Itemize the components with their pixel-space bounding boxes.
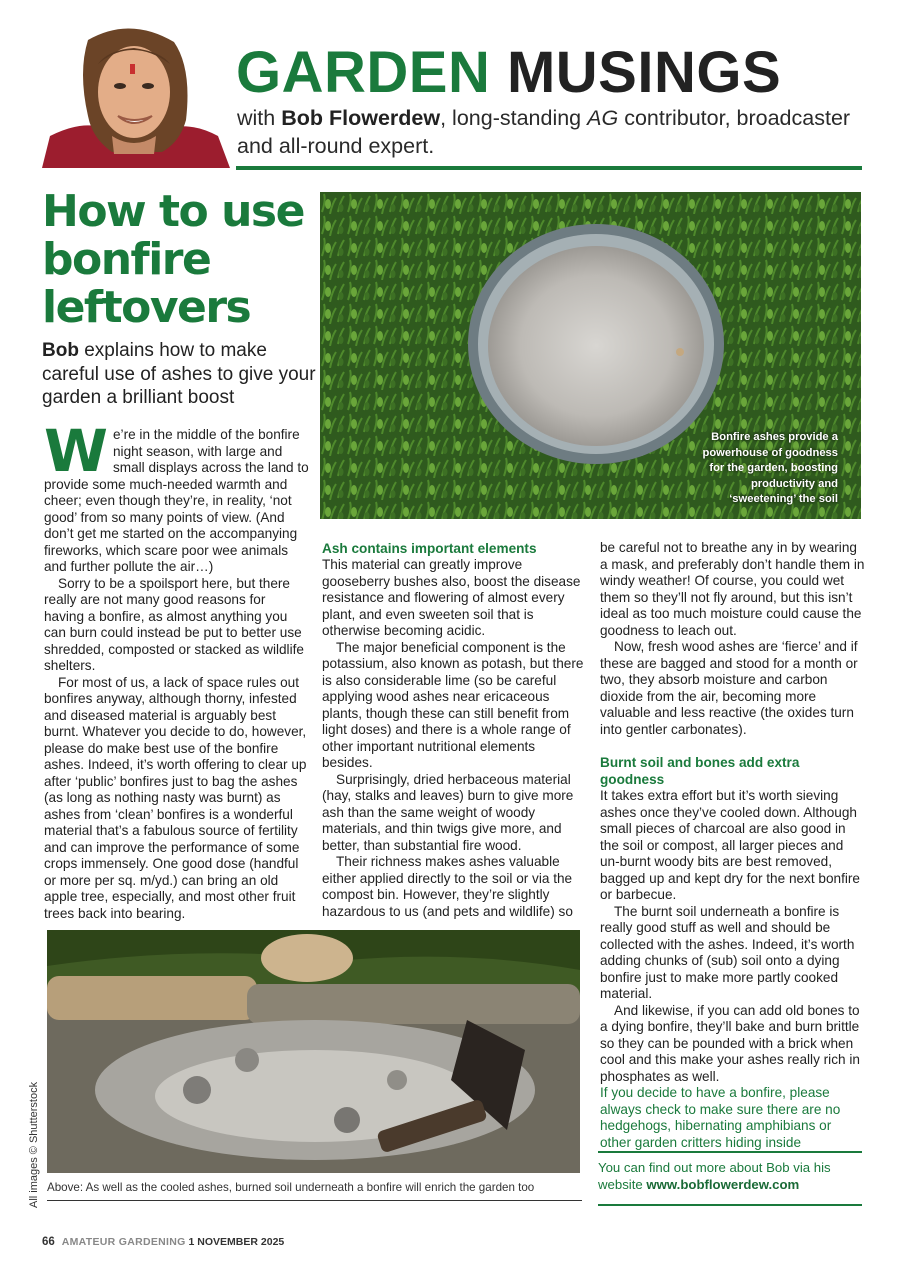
paragraph: And likewise, if you can add old bones to a dying bonfire, they’ll bake and burn brittle so they can be pounded with a brick when cool and this make your ashes really rich in phosphates as well. (600, 1002, 860, 1084)
paragraph: be careful not to breathe any in by wearing a mask, and preferably don’t handle them in windy weather! Of course, you could wet them so they’ll not fly around, but this isn’t ideal as too much moisture could cause the goodness to leach out. (600, 540, 865, 638)
standfirst (42, 339, 317, 410)
article-column-3 (600, 540, 866, 1151)
sidebar-rule (598, 1151, 862, 1153)
paragraph: e’re in the middle of the bonfire night season, with large and small displays across the land to provide some much-needed warmth and cheer; even though they’re, in reality, ‘not good’ from so many points of view. (And don’t get me started on the accompanying fireworks, which scare poor wee animals and further pollute the air…) (44, 427, 309, 574)
headline-line: How to use (42, 186, 304, 237)
paragraph: The major beneficial component is the potassium, also known as potash, but there is also considerable lime (so be careful applying wood ashes near ericaceous plants, though these can still benefit from light doses) and there is a whole range of other important nutritional elements besides. (322, 639, 584, 770)
paragraph: For most of us, a lack of space rules out bonfires anyway, although thorny, infested and diseased material is arguably best burnt. Whatever you decide to do, however, please do make best use of the bonfire ashes. Indeed, it’s worth offering to clear up after ‘public’ bonfires just to bag the ashes (as long as nothing nasty was burnt) as ashes from ‘clean’ bonfires is a wonderful material that’s a fabulous source of fertility and can improve the performance of some crops immensely. One good dose (handful or more per sq. m/yd.) can bring an old apple tree, especially, and most other fruit trees back into bearing. (44, 674, 307, 921)
standfirst-name: Bob (42, 340, 79, 361)
subheading: Burnt soil and bones add extra goodness (600, 755, 800, 787)
article-column-1 (44, 417, 309, 922)
headline-line: leftovers (42, 282, 251, 333)
tip-paragraph: If you decide to have a bonfire, please always check to make sure there are no hedgehogs, hibernating amphibians or other garden critters hiding inside (600, 1085, 841, 1150)
paragraph: Sorry to be a spoilsport here, but there really are not many good reasons for having a bonfire, as almost anything you can burn could instead be put to better use shredded, composted or stacked as wildlife shelters. (44, 575, 304, 673)
paragraph: This material can greatly improve gooseberry bushes also, boost the disease resistance and flowering of almost every plant, and even sweeten soil that is otherwise becoming acidic. (322, 557, 581, 638)
page-number: 66 (42, 1236, 55, 1248)
author-info (598, 1160, 866, 1193)
photo-caption: Bonfire ashes provide a powerhouse of goodness for the garden, boosting productivity and ‘sweetening’ the soil (702, 431, 838, 505)
subheading: Ash contains important elements (322, 541, 537, 556)
paragraph: It takes extra effort but it’s worth sieving ashes once they’ve cooled down. Although small pieces of charcoal are also good in the soil or compost, all larger pieces and un-burnt woody bits are best removed, bagged up and kept dry for the next bonfire or barbecue. (600, 788, 860, 902)
byline (237, 104, 877, 160)
image-credit: All images © Shutterstock (28, 1081, 40, 1208)
bonfire-ashes-photo (47, 930, 580, 1173)
magazine-name: AMATEUR GARDENING (61, 1236, 186, 1248)
caption-rule (47, 1200, 582, 1201)
author-portrait (42, 24, 230, 168)
paragraph: The burnt soil underneath a bonfire is really good stuff as well and should be collected with the ashes. Indeed, it’s worth adding chunks of (sub) soil onto a dying bonfire just to make more partly cooked material. (600, 903, 855, 1001)
byline-prefix: with (237, 106, 276, 130)
paragraph: Now, fresh wood ashes are ‘fierce’ and if these are bagged and stood for a month or two, they absorb moisture and carbon dioxide from the air, becoming more valuable and less reactive (the oxides turn into gentler carbonates). (600, 639, 858, 737)
byline-magazine: AG (587, 106, 619, 130)
headline-line: bonfire (42, 234, 211, 285)
photo-caption: Above: As well as the cooled ashes, burned soil underneath a bonfire will enrich the garden too (47, 1181, 535, 1194)
article-column-2 (322, 540, 588, 920)
paragraph: Surprisingly, dried herbaceous material (hay, stalks and leaves) burn to give more ash than the same weight of woody materials, and thin twigs give more, and better, than substantial fire wood. (322, 771, 574, 853)
author-info-text: You can find out more about Bob via his website (598, 1160, 831, 1192)
header-rule (236, 166, 862, 170)
masthead-title (236, 40, 781, 106)
issue-date: 1 NOVEMBER 2025 (188, 1236, 285, 1248)
page-footer (42, 1236, 284, 1248)
byline-mid: , long-standing (440, 106, 582, 130)
sidebar-rule (598, 1204, 862, 1206)
byline-suffix: contributor, broadcaster and all-round expert. (237, 106, 851, 158)
paragraph: Their richness makes ashes valuable either applied directly to the soil or via the compost bin. However, they’re slightly hazardous to us (and pets and wildlife) so (322, 854, 573, 919)
masthead-green: GARDEN (236, 40, 491, 105)
byline-author: Bob Flowerdew (281, 106, 441, 130)
drop-cap: W (44, 417, 108, 485)
website-link[interactable]: www.bobflowerdew.com (646, 1176, 800, 1192)
standfirst-text: explains how to make careful use of ashes to give your garden a brilliant boost (42, 340, 316, 408)
masthead-dark: MUSINGS (506, 40, 782, 105)
article-headline (42, 188, 312, 332)
